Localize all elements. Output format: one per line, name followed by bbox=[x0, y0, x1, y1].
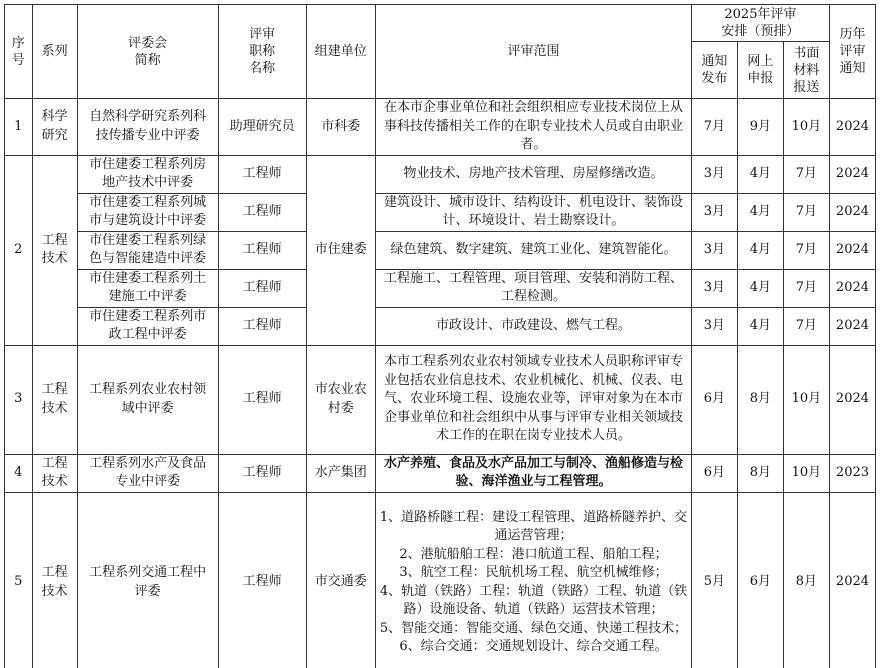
row-committee: 工程系列农业农村领 域中评委 bbox=[77, 345, 218, 454]
row-paper: 10月 bbox=[783, 99, 829, 156]
row-online: 4月 bbox=[737, 231, 783, 269]
row-paper: 10月 bbox=[783, 345, 829, 454]
row-committee: 工程系列交通工程中 评委 bbox=[77, 492, 218, 668]
header-org: 组建单位 bbox=[306, 5, 376, 99]
row-paper: 8月 bbox=[783, 492, 829, 668]
row-notice: 3月 bbox=[691, 193, 737, 231]
row-past: 2023 bbox=[829, 454, 875, 492]
row-series: 工程 技术 bbox=[32, 492, 77, 668]
row-paper: 7月 bbox=[783, 155, 829, 193]
row-past: 2024 bbox=[829, 492, 875, 668]
row-paper: 10月 bbox=[783, 454, 829, 492]
row-past: 2024 bbox=[829, 269, 875, 307]
row-past: 2024 bbox=[829, 155, 875, 193]
row-title: 工程师 bbox=[218, 345, 306, 454]
row-paper: 7月 bbox=[783, 193, 829, 231]
row-series: 工程 技术 bbox=[32, 454, 77, 492]
row-committee: 市住建委工程系列市 政工程中评委 bbox=[77, 307, 218, 345]
table-row bbox=[5, 492, 876, 668]
row-scope: 1、道路桥隧工程：建设工程管理、道路桥隧养护、交通运营管理； 2、港航船舶工程：港口航道工程、船舶工程； 3、航空工程：民航机场工程、航空机械维修； 4、轨道（铁路）工程：轨道（铁路）工程、轨道（铁路）设施设备、轨道（铁路）运营技术管理； 5、智能交通：智能交通、绿色交通、快递工程技术； 6、综合交通：交通规划设计、综合交通工程。 bbox=[376, 492, 692, 668]
row-committee: 工程系列水产及食品 专业中评委 bbox=[77, 454, 218, 492]
row-online: 8月 bbox=[737, 454, 783, 492]
row-org: 市科委 bbox=[306, 99, 376, 156]
row-notice: 3月 bbox=[691, 307, 737, 345]
table-row bbox=[5, 345, 876, 454]
row-org: 市住建委 bbox=[306, 155, 376, 345]
row-title: 工程师 bbox=[218, 492, 306, 668]
header-committee: 评委会 简称 bbox=[77, 5, 218, 99]
row-title: 工程师 bbox=[218, 269, 306, 307]
header-seq: 序号 bbox=[5, 5, 33, 99]
row-committee: 自然科学研究系列科 技传播专业中评委 bbox=[77, 99, 218, 156]
row-notice: 3月 bbox=[691, 155, 737, 193]
row-scope: 水产养殖、食品及水产品加工与制冷、渔船修造与检验、海洋渔业与工程管理。 bbox=[376, 454, 692, 492]
row-scope: 建筑设计、城市设计、结构设计、机电设计、装饰设计、环境设计、岩土勘察设计。 bbox=[376, 193, 692, 231]
header-row-1 bbox=[5, 5, 876, 42]
table-row bbox=[5, 269, 876, 307]
row-notice: 3月 bbox=[691, 231, 737, 269]
table-row bbox=[5, 193, 876, 231]
header-online: 网上 申报 bbox=[737, 42, 783, 99]
review-schedule-table bbox=[4, 4, 876, 668]
table-row bbox=[5, 99, 876, 156]
row-series: 工程 技术 bbox=[32, 155, 77, 345]
row-seq: 5 bbox=[5, 492, 33, 668]
header-scope: 评审范围 bbox=[376, 5, 692, 99]
table-row bbox=[5, 454, 876, 492]
row-online: 4月 bbox=[737, 155, 783, 193]
row-scope: 市政设计、市政建设、燃气工程。 bbox=[376, 307, 692, 345]
row-notice: 7月 bbox=[691, 99, 737, 156]
row-series: 科学 研究 bbox=[32, 99, 77, 156]
row-past: 2024 bbox=[829, 99, 875, 156]
row-paper: 7月 bbox=[783, 269, 829, 307]
row-notice: 6月 bbox=[691, 345, 737, 454]
row-scope: 物业技术、房地产技术管理、房屋修缮改造。 bbox=[376, 155, 692, 193]
row-series: 工程 技术 bbox=[32, 345, 77, 454]
row-committee: 市住建委工程系列绿 色与智能建造中评委 bbox=[77, 231, 218, 269]
row-committee: 市住建委工程系列土 建施工中评委 bbox=[77, 269, 218, 307]
row-seq: 3 bbox=[5, 345, 33, 454]
row-title: 工程师 bbox=[218, 307, 306, 345]
row-notice: 6月 bbox=[691, 454, 737, 492]
row-title: 工程师 bbox=[218, 454, 306, 492]
row-org: 市农业农 村委 bbox=[306, 345, 376, 454]
row-org: 市交通委 bbox=[306, 492, 376, 668]
row-org: 水产集团 bbox=[306, 454, 376, 492]
row-title: 工程师 bbox=[218, 193, 306, 231]
row-paper: 7月 bbox=[783, 307, 829, 345]
header-title: 评审 职称 名称 bbox=[218, 5, 306, 99]
row-online: 9月 bbox=[737, 99, 783, 156]
header-notice: 通知 发布 bbox=[691, 42, 737, 99]
row-scope: 绿色建筑、数字建筑、建筑工业化、建筑智能化。 bbox=[376, 231, 692, 269]
row-online: 6月 bbox=[737, 492, 783, 668]
row-title: 工程师 bbox=[218, 155, 306, 193]
row-online: 8月 bbox=[737, 345, 783, 454]
header-paper: 书面 材料 报送 bbox=[783, 42, 829, 99]
row-online: 4月 bbox=[737, 307, 783, 345]
row-seq: 2 bbox=[5, 155, 33, 345]
header-series: 系列 bbox=[32, 5, 77, 99]
table-row bbox=[5, 155, 876, 193]
header-past-notice: 历年 评审 通知 bbox=[829, 5, 875, 99]
table-row bbox=[5, 231, 876, 269]
row-title: 助理研究员 bbox=[218, 99, 306, 156]
row-seq: 4 bbox=[5, 454, 33, 492]
row-title: 工程师 bbox=[218, 231, 306, 269]
row-notice: 5月 bbox=[691, 492, 737, 668]
row-committee: 市住建委工程系列城 市与建筑设计中评委 bbox=[77, 193, 218, 231]
header-schedule-group: 2025年评审 安排（预排） bbox=[691, 5, 829, 42]
row-past: 2024 bbox=[829, 231, 875, 269]
row-online: 4月 bbox=[737, 193, 783, 231]
table-row bbox=[5, 307, 876, 345]
row-scope: 工程施工、工程管理、项目管理、安装和消防工程、工程检测。 bbox=[376, 269, 692, 307]
row-committee: 市住建委工程系列房 地产技术中评委 bbox=[77, 155, 218, 193]
row-past: 2024 bbox=[829, 307, 875, 345]
row-past: 2024 bbox=[829, 345, 875, 454]
row-scope: 本市工程系列农业农村领域专业技术人员职称评审专业包括农业信息技术、农业机械化、机械、仪表、电气、农业环境工程、设施农业等，评审对象为在本市企事业单位和社会组织中从事与评审专业相关领域技术工作的在职在岗专业技术人员。 bbox=[376, 345, 692, 454]
row-seq: 1 bbox=[5, 99, 33, 156]
row-notice: 3月 bbox=[691, 269, 737, 307]
row-scope: 在本市企事业单位和社会组织相应专业技术岗位上从事科技传播相关工作的在职专业技术人员或自由职业者。 bbox=[376, 99, 692, 156]
row-paper: 7月 bbox=[783, 231, 829, 269]
row-online: 4月 bbox=[737, 269, 783, 307]
row-past: 2024 bbox=[829, 193, 875, 231]
